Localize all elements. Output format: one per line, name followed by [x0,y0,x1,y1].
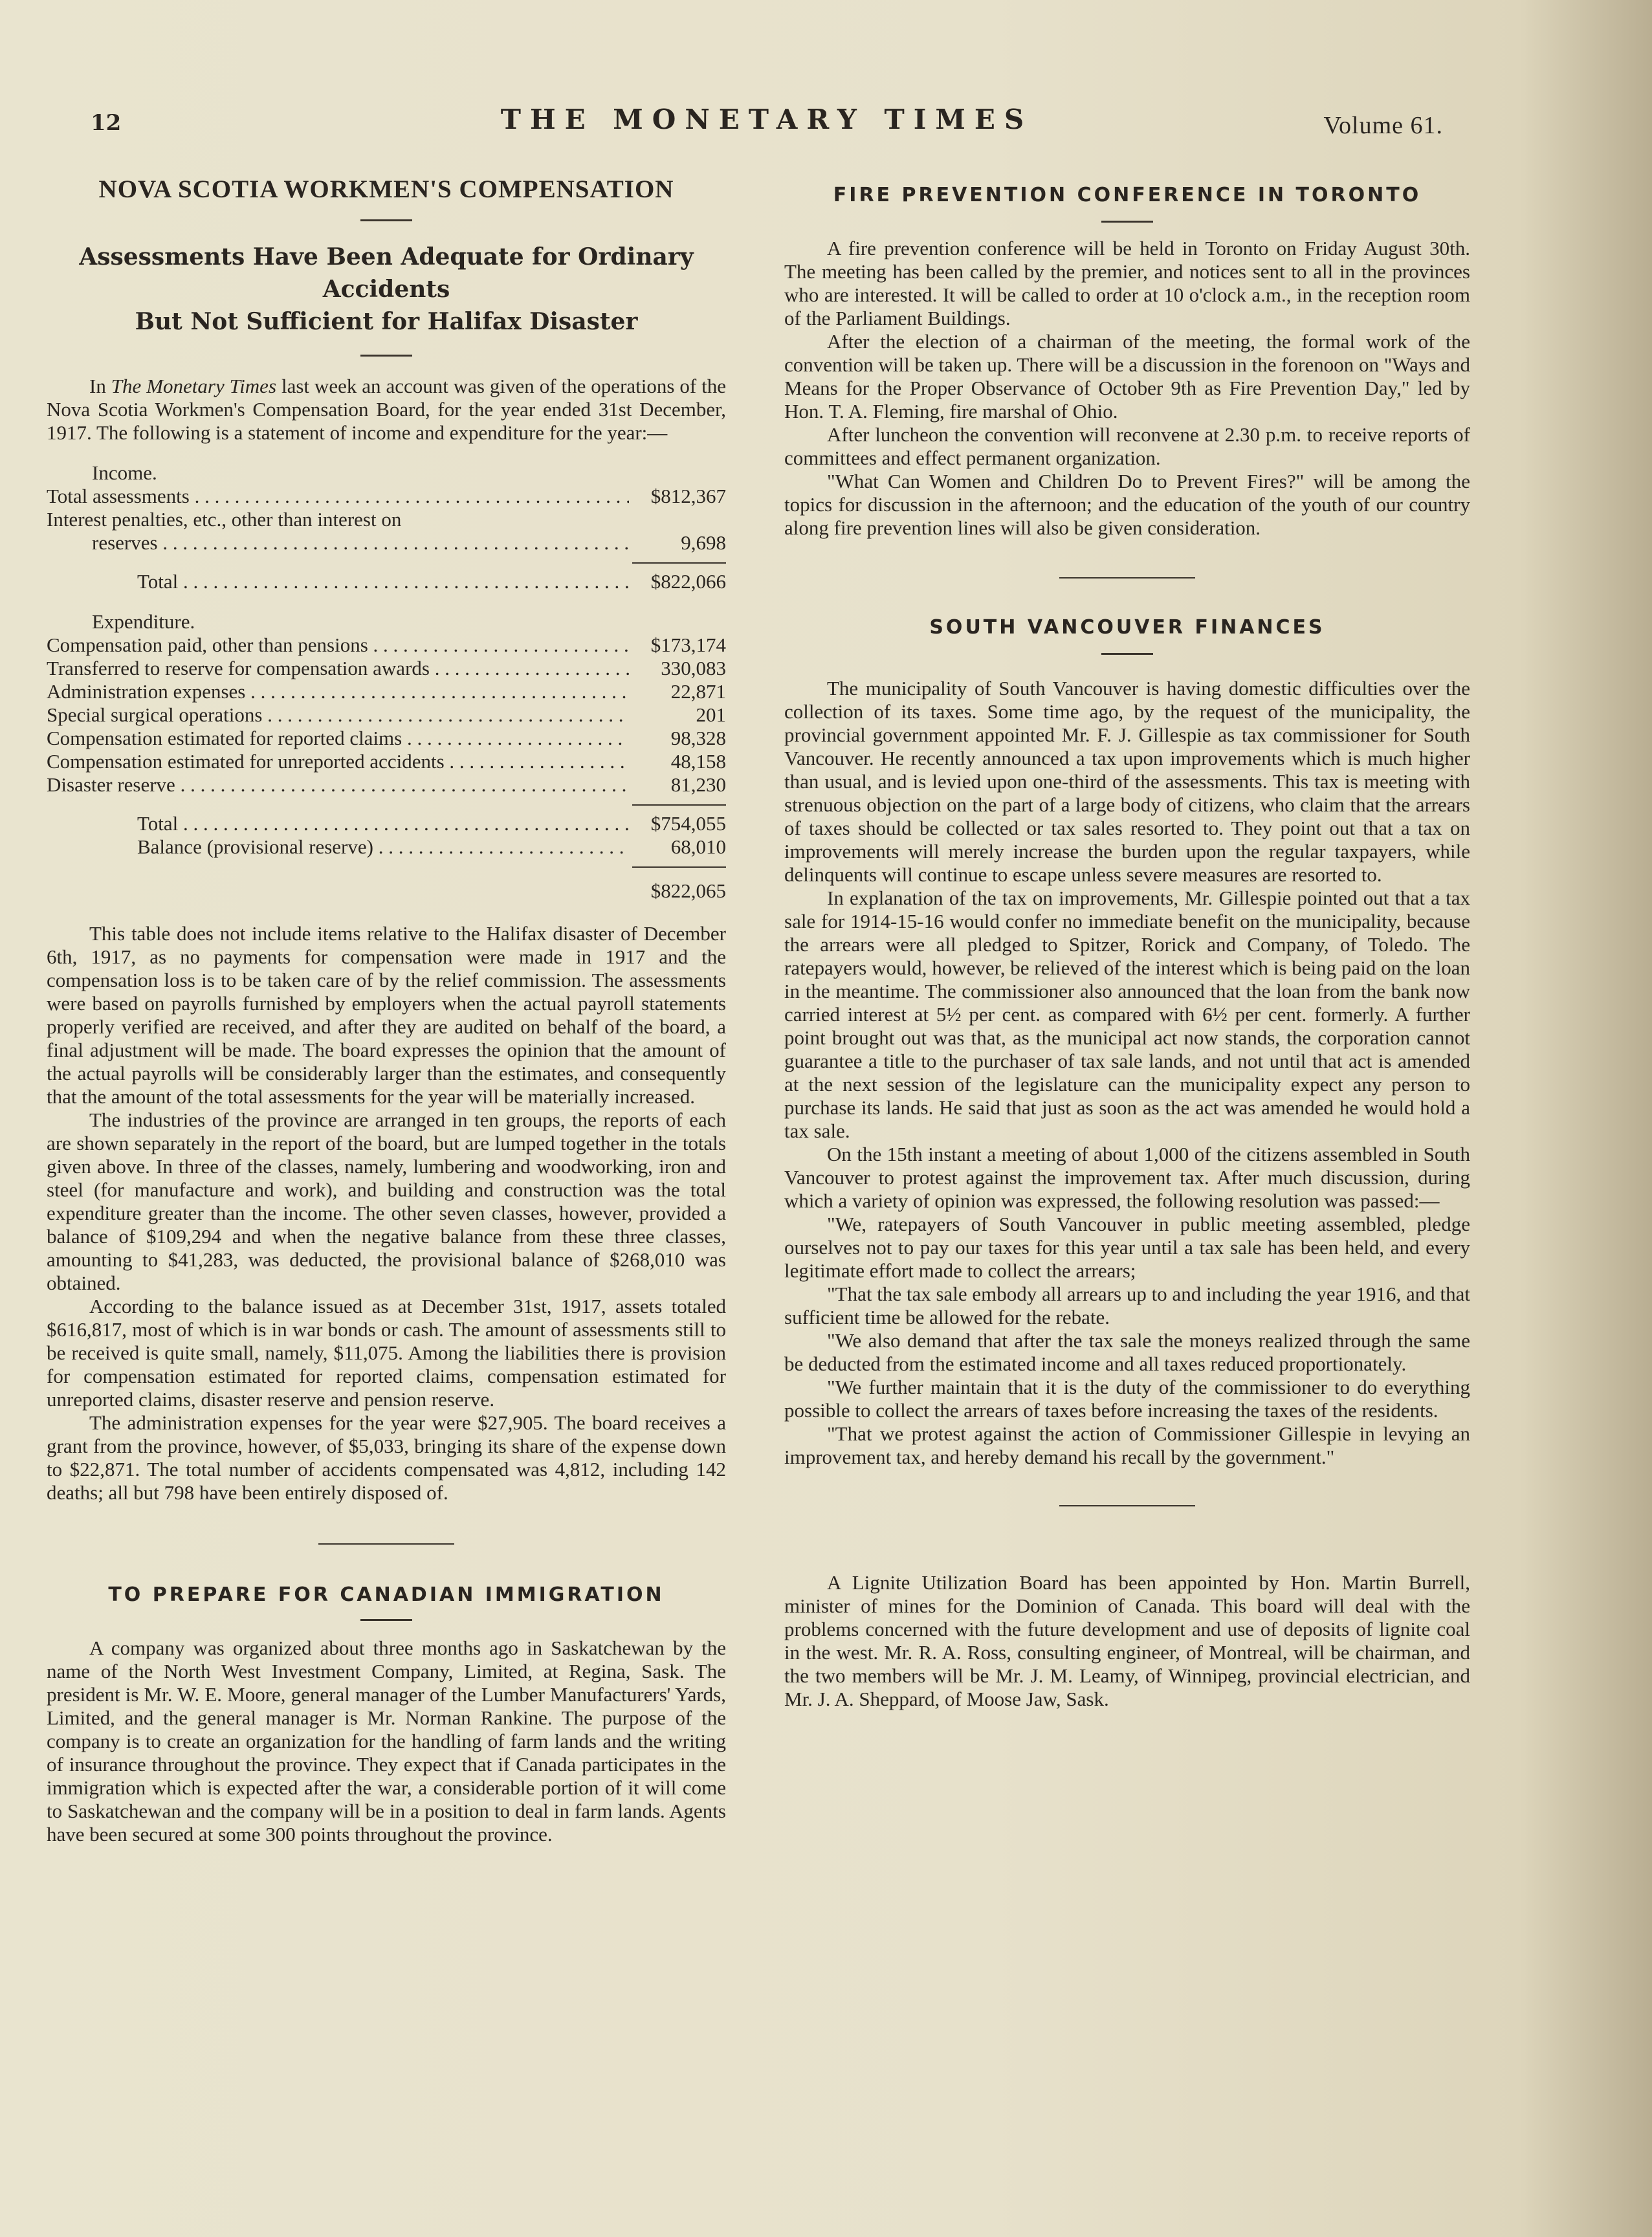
paragraph: "That the tax sale embody all arrears up to and including the year 1916, and that sufficient time be allowed for the rebate. [784,1283,1470,1328]
statement-row [47,508,726,531]
spacer [47,593,726,608]
sum-rule [47,859,726,874]
grand-total: $822,065 [650,879,726,902]
left-column [47,175,726,1846]
paragraph: According to the balance issued as at December 31st, 1917, assets totaled $616,817, most of which is in war bonds or cash. The amount of assessments still to be received is quite small, namely, $11,075. Among the liabilities there is provision for compensation estimated for reported claims, compensation estimated for unreported claims, disaster reserve and pension reserve. [47,1295,726,1411]
row-label: Total assessments . . . [47,485,629,508]
article-title-fire-prevention: FIRE PREVENTION CONFERENCE IN TORONTO [833,184,1422,206]
section-divider [318,1543,454,1545]
paragraph: "We further maintain that it is the duty of the commissioner to do everything possible to collect the arrears of taxes before increasing the taxes of the residents. [784,1376,1470,1422]
income-total-label: Total . . . [137,570,629,593]
article-body [784,677,1470,1469]
income-expenditure-statement [47,461,726,903]
grand-total-spacer [47,879,629,903]
statement-row [47,750,726,773]
article-title-nova-scotia: NOVA SCOTIA WORKMEN'S COMPENSATION [98,175,674,203]
sum-rule [47,797,726,812]
row-amount: 201 [696,703,726,726]
row-label: Transferred to reserve for compensation awards . . . [47,657,629,680]
statement-row [47,703,726,727]
page-number: 12 [91,110,122,136]
masthead: THE MONETARY TIMES [500,104,1033,135]
paragraph: A Lignite Utilization Board has been appointed by Hon. Martin Burrell, minister of mines for the Dominion of Canada. This board will deal with the problems concerned with the future development and use of deposits of lignite coal in the west. Mr. R. A. Ross, consulting engineer, of Montreal, will be chairman, and the two members will be Mr. J. M. Leamy, of Winnipeg, provincial electrician, and Mr. J. A. Sheppard, of Moose Jaw, Sask. [784,1571,1470,1710]
row-label: Compensation estimated for reported claims . . . [47,727,629,750]
article-subtitle-line-1: Assessments Have Been Adequate for Ordinary Accidents [79,243,694,303]
statement-row [47,485,726,508]
intro-paragraph [47,375,726,445]
paragraph: The industries of the province are arranged in ten groups, the reports of each are shown separately in the report of the board, but are lumped together in the totals given above. In three of the classes, namely, lumbering and woodworking, iron and steel (for manufacture and work), and building and construction was the total expenditure greater than the income. The other seven classes, however, provided a balance of $109,294 and when the negative balance from these three classes, amounting to $41,283, was deducted, the provisional balance of $268,010 was obtained. [47,1108,726,1294]
expenditure-total-label: Total . . . [137,812,629,835]
volume-label: Volume 61. [1323,112,1443,139]
statement-row [47,727,726,750]
row-amount: $173,174 [650,634,726,656]
grand-total-row [47,879,726,903]
sum-rule [47,555,726,570]
income-total: $822,066 [650,570,726,593]
row-label: Compensation estimated for unreported accidents . . . [47,750,629,773]
expenditure-total-row [47,812,726,835]
statement-row [47,634,726,657]
row-label: Administration expenses . . . [47,680,629,703]
row-amount: 81,230 [670,773,726,796]
publication-name: The Monetary Times [111,375,277,397]
paragraph: After the election of a chairman of the meeting, the formal work of the convention will be taken up. There will be a discussion in the forenoon on "Ways and Means for the Proper Observance of October 9th as Fire Prevention Day," led by Hon. T. A. Fleming, fire marshal of Ohio. [784,330,1470,423]
row-label: reserves . . . [92,531,629,555]
paragraph: "We, ratepayers of South Vancouver in public meeting assembled, pledge ourselves not to pay our taxes for this year until a tax sale has been held, and every legitimate effort made to collect the arrears; [784,1213,1470,1282]
spacer [47,903,726,922]
expenditure-total: $754,055 [650,812,726,835]
article-title-immigration: TO PREPARE FOR CANADIAN IMMIGRATION [108,1583,665,1606]
row-amount: 22,871 [670,680,726,703]
statement-row [47,680,726,703]
paragraph: A company was organized about three months ago in Saskatchewan by the name of the North West Investment Company, Limited, at Regina, Sask. The president is Mr. W. E. Moore, general manager of the Lumber Manufacturers' Yards, Limited, and the general manager is Mr. Norman Rankine. The purpose of the company is to create an organization for the handling of farm lands and the writing of insurance throughout the province. They expect that if Canada participates in the immigration which is expected after the war, a considerable portion of it will come to Saskatchewan and the company will be in a position to deal in farm lands. Agents have been secured at some 300 points throughout the province. [47,1636,726,1846]
row-amount: $812,367 [650,485,726,507]
row-amount: 48,158 [670,750,726,773]
row-amount: 9,698 [681,531,726,554]
intro-lead: In [89,375,111,397]
statement-row [47,657,726,680]
page-header [91,104,1443,142]
paragraph: After luncheon the convention will reconvene at 2.30 p.m. to receive reports of committees and effect permanent organization. [784,423,1470,469]
title-rule [1101,221,1153,223]
paragraph: In explanation of the tax on improvements, Mr. Gillespie pointed out that a tax sale for 1914-15-16 would confer no immediate benefit on the municipality, because the arrears were all pledged to Spitzer, Rorick and Company, of Toledo. The ratepayers would, however, be relieved of the interest which is being paid on the loan in the meantime. The commissioner also announced that the loan from the bank now carried interest at 5½ per cent. as compared with 6½ per cent. formerly. A further point brought out was that, as the municipal act now stands, the corporation cannot guarantee a title to the purchaser of tax sale lands, and not until that act is amended at the next session of the legislature can the municipality expect any person to purchase its lands. He said that just as soon as the act was amended he would hold a tax sale. [784,887,1470,1142]
row-label: Disaster reserve . . . [47,773,629,797]
row-amount [629,508,726,531]
title-rule [1101,653,1153,655]
article-body [47,922,726,1504]
right-column [784,175,1470,1711]
income-caption: Income. [92,461,157,484]
row-label: Interest penalties, etc., other than interest on [47,508,402,531]
paragraph: "We also demand that after the tax sale the moneys realized through the same be deducted from the estimated income and all taxes reduced proportionately. [784,1329,1470,1375]
expenditure-caption: Expenditure. [92,610,195,633]
paragraph: On the 15th instant a meeting of about 1,000 of the citizens assembled in South Vancouver to protest against the improvement tax. After much discussion, during which a variety of opinion was expressed, the following resolution was passed:— [784,1143,1470,1212]
row-label: Compensation paid, other than pensions . . . [47,634,629,657]
intro-text: last week an account was given of the operations of the Nova Scotia Workmen's Compensation Board, for the year ended 31st December, 1917. The following is a statement of income and expenditure for the year:— [47,375,727,444]
expenditure-rows [47,634,726,797]
row-amount: 330,083 [661,657,726,679]
section-divider [1059,577,1195,579]
paragraph: This table does not include items relative to the Halifax disaster of December 6th, 1917, as no payments for compensation were made in 1917 and the compensation loss is to be taken care of by the relief commission. The assessments were based on payrolls furnished by employers when the actual payroll statements properly verified are received, and after they are audited on behalf of the board, a final adjustment will be made. The board expresses the opinion that the amount of the actual payrolls will be considerably larger than the estimates, and consequently that the amount of the total assessments for the year will be materially increased. [47,922,726,1108]
statement-row [47,773,726,797]
article-title-south-vancouver: SOUTH VANCOUVER FINANCES [929,616,1325,639]
paragraph: "That we protest against the action of Commissioner Gillespie in levying an improvement tax, and hereby demand his recall by the government." [784,1422,1470,1468]
subtitle-rule [360,355,412,357]
statement-row [47,531,726,555]
row-label: Special surgical operations . . . [47,703,629,727]
title-rule [360,1619,412,1621]
title-rule [360,219,412,221]
paragraph: The administration expenses for the year were $27,905. The board receives a grant from the province, however, of $5,033, bringing its share of the expense down to $22,871. The total number of accidents compensated was 4,812, including 142 deaths; all but 798 have been entirely disposed of. [47,1411,726,1504]
article-body [784,237,1470,540]
article-body [784,1571,1470,1711]
balance-amount: 68,010 [670,835,726,858]
article-subtitle-line-2: But Not Sufficient for Halifax Disaster [135,308,638,335]
paragraph: The municipality of South Vancouver is having domestic difficulties over the collection of its taxes. Some time ago, by the request of the municipality, the provincial government appointed Mr. F. J. Gillespie as tax commissioner for South Vancouver. He recently announced a tax upon improvements which is much higher than usual, and is levied upon one-third of the assessments. This tax is meeting with strenuous objection on the part of a large body of citizens, who claim that the arrears of taxes should be collected or tax sales resorted to. They point out that a tax on improvements will merely increase the burden upon the regular taxpayers, while delinquents will continue to escape unless severe measures are resorted to. [784,677,1470,886]
section-divider [1059,1505,1195,1506]
article-body [47,1636,726,1846]
balance-label: Balance (provisional reserve) . . . [137,835,629,859]
row-amount: 98,328 [670,727,726,749]
income-total-row [47,570,726,593]
balance-row [47,835,726,859]
paragraph: "What Can Women and Children Do to Prevent Fires?" will be among the topics for discussion in the afternoon; and the education of the youth of our country along fire prevention lines will also be given consideration. [784,470,1470,539]
paragraph: A fire prevention conference will be held in Toronto on Friday August 30th. The meeting has been called by the premier, and notices sent to all in the provinces who are interested. It will be called to order at 10 o'clock a.m., in the reception room of the Parliament Buildings. [784,237,1470,329]
